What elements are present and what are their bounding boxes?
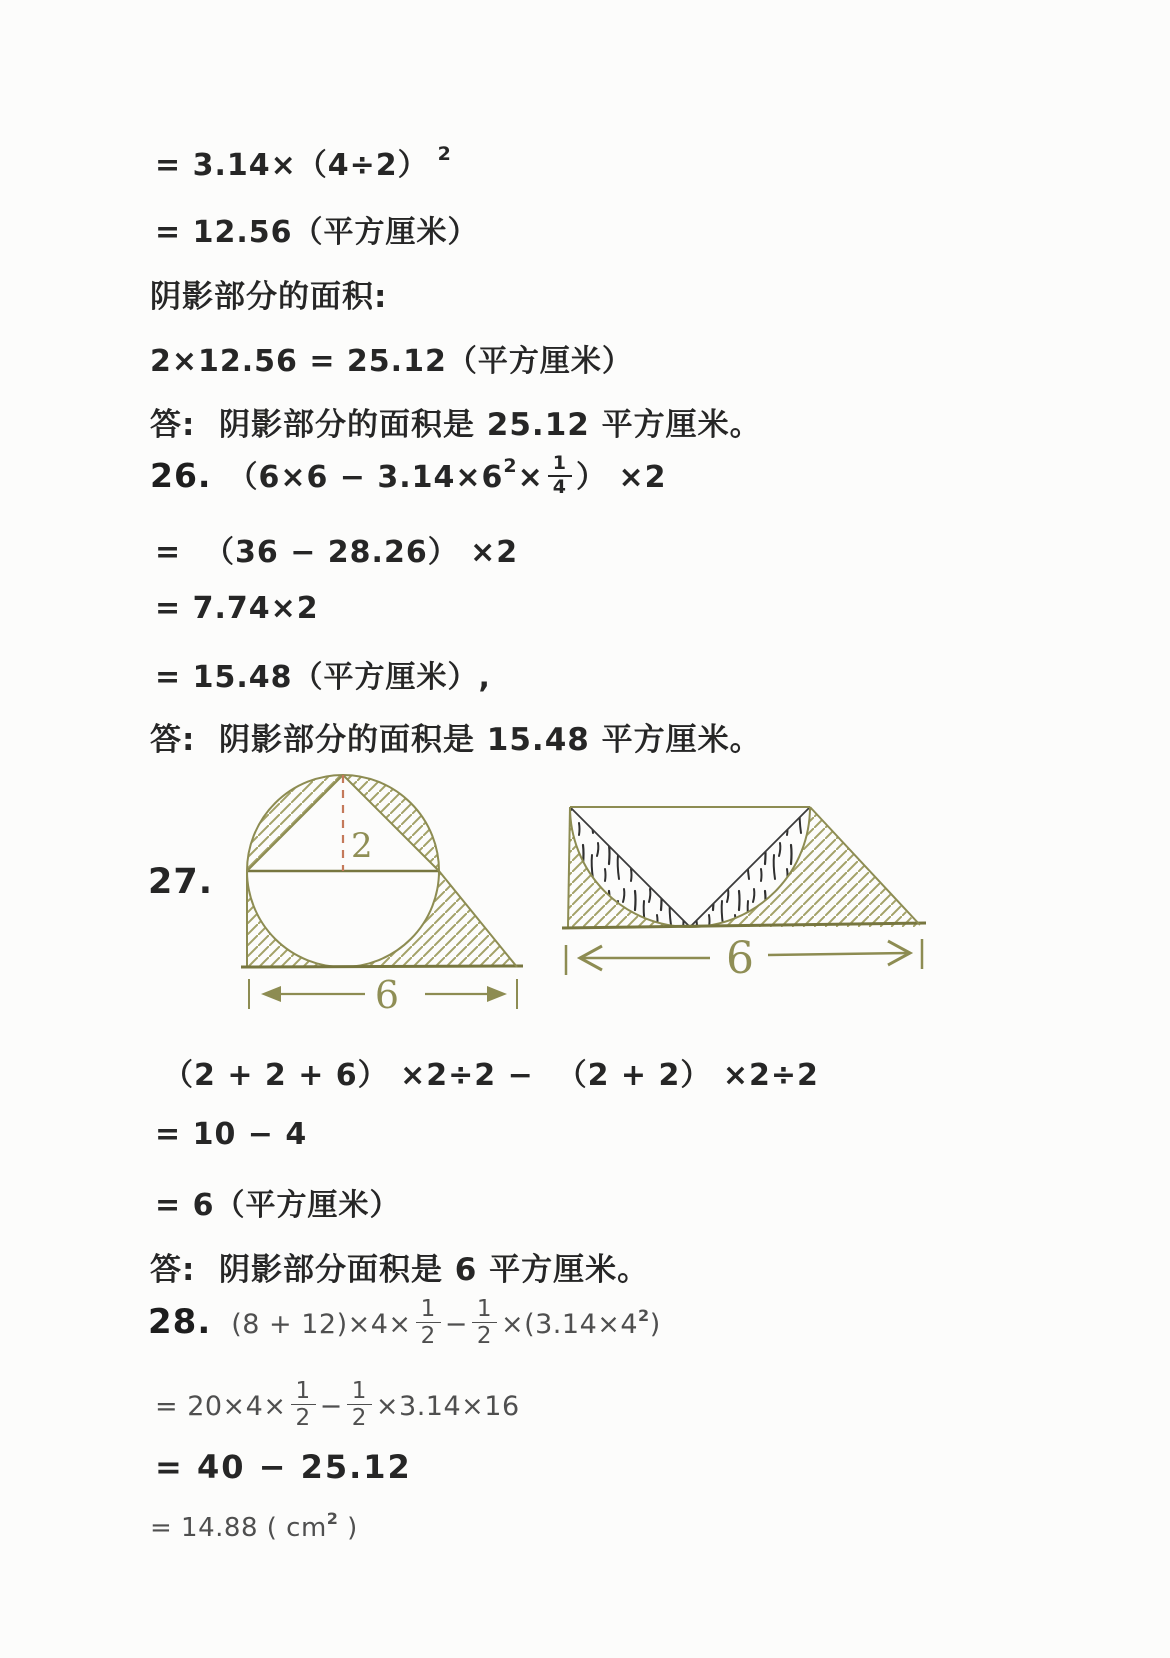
expression-part-c: ) <box>649 1309 661 1341</box>
problem28-step3 <box>150 1509 358 1543</box>
expression-part-a: = 14.88 ( cm <box>150 1513 327 1543</box>
fraction-one-half <box>472 1297 497 1348</box>
fraction-denominator: 2 <box>295 1405 311 1432</box>
height-label: 2 <box>351 826 373 866</box>
times-sign: × <box>517 460 544 495</box>
hatched-right-triangle <box>343 871 517 967</box>
minus-sign: − <box>319 1391 343 1423</box>
exponent: 2 <box>437 143 452 165</box>
exponent: 2 <box>638 1306 650 1326</box>
solution25-answer: 答: 阴影部分的面积是 25.12 平方厘米。 <box>150 407 762 443</box>
problem26-step2: = 7.74×2 <box>155 591 319 626</box>
dimension-line-right <box>768 953 908 955</box>
problem28-step2: = 40 − 25.12 <box>155 1448 412 1486</box>
solution25-step2: = 12.56（平方厘米） <box>155 215 479 250</box>
base-dimension-label: 6 <box>726 933 754 984</box>
fraction-numerator: 1 <box>548 454 572 477</box>
arrow-right-icon <box>487 986 507 1002</box>
problem27-step1: = 10 − 4 <box>155 1117 308 1152</box>
fraction-numerator: 1 <box>472 1297 497 1323</box>
expression-text: = 3.14×（4÷2） <box>155 148 429 183</box>
expression-part-b: ) <box>338 1513 358 1543</box>
base-line <box>241 966 523 967</box>
exponent: 2 <box>503 455 518 477</box>
figure-circle-triangle-diagram <box>225 737 530 1017</box>
fraction-denominator: 2 <box>420 1323 436 1350</box>
fraction-numerator: 1 <box>291 1379 316 1405</box>
problem26-expression <box>150 452 667 500</box>
problem28-step1 <box>155 1378 520 1433</box>
problem-number: 26. <box>150 456 212 495</box>
arrow-left-icon <box>261 986 281 1002</box>
fraction-one-quarter <box>548 451 572 498</box>
fraction-numerator: 1 <box>416 1297 441 1323</box>
expression-gray <box>231 1296 661 1350</box>
problem26-answer: 答: 阴影部分的面积是 15.48 平方厘米。 <box>150 722 762 758</box>
expression-part-b: ×3.14×16 <box>375 1391 520 1423</box>
base-dimension-label: 6 <box>374 973 400 1017</box>
figure-semicircle-valley-diagram <box>550 795 935 1015</box>
fraction-denominator: 2 <box>476 1323 492 1350</box>
problem27-answer: 答: 阴影部分面积是 6 平方厘米。 <box>150 1252 650 1288</box>
fraction-numerator: 1 <box>347 1379 372 1405</box>
expression-part-b: ） ×2 <box>576 460 667 495</box>
problem28-expression <box>148 1296 661 1351</box>
solution25-step1 <box>155 140 452 184</box>
problem27-number: 27. <box>148 862 214 902</box>
fraction-one-half <box>416 1297 441 1348</box>
fraction-denominator: 2 <box>351 1405 367 1432</box>
minus-sign: − <box>444 1309 468 1341</box>
exponent: 2 <box>326 1509 339 1528</box>
solution25-step3: 2×12.56 = 25.12（平方厘米） <box>150 344 633 379</box>
expression-part-b: ×(3.14×4 <box>500 1309 639 1341</box>
fraction-denominator: 4 <box>552 475 568 498</box>
expression-part-a: （6×6 − 3.14×6 <box>227 460 504 495</box>
hatched-bottom-left-corner <box>247 871 343 967</box>
expression-part-a: = 20×4× <box>155 1391 287 1423</box>
solution25-label: 阴影部分的面积: <box>150 279 388 315</box>
problem27-expression: （2 + 2 + 6） ×2÷2 − （2 + 2） ×2÷2 <box>163 1058 819 1093</box>
problem-number: 28. <box>148 1302 212 1343</box>
problem26-step1: = （36 − 28.26） ×2 <box>155 535 519 570</box>
problem27-step2: = 6（平方厘米） <box>155 1188 401 1223</box>
fraction-one-half <box>347 1379 372 1430</box>
problem26-step3: = 15.48（平方厘米）, <box>155 660 491 695</box>
expression-part-a: (8 + 12)×4× <box>231 1309 412 1341</box>
fraction-one-half <box>291 1379 316 1430</box>
